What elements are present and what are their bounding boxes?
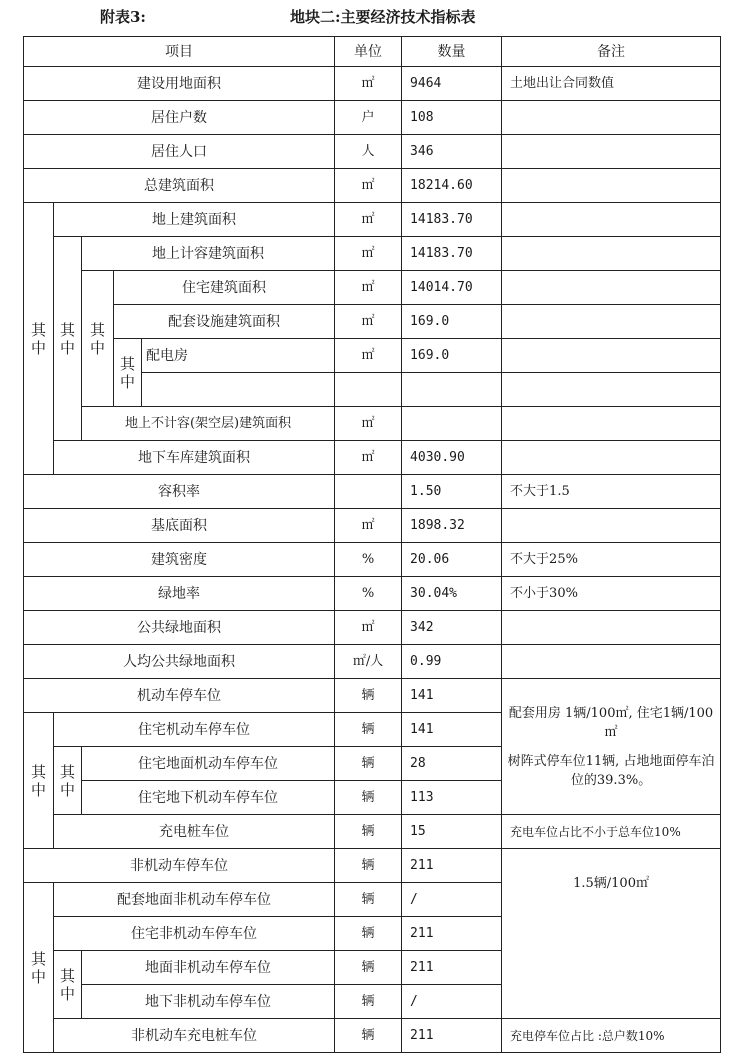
row-unit: 辆 xyxy=(335,1019,402,1053)
row-item: 容积率 xyxy=(24,475,335,509)
row-qty: 28 xyxy=(402,747,502,781)
row-unit: 辆 xyxy=(335,781,402,815)
row-note: 充电车位占比不小于总车位10% xyxy=(502,815,721,849)
row-qty xyxy=(402,373,502,407)
table-row xyxy=(24,475,721,509)
row-item xyxy=(142,373,335,407)
row-qty: 14183.70 xyxy=(402,237,502,271)
row-item: 地下非机动车停车位 xyxy=(82,985,335,1019)
row-item: 地上不计容(架空层)建筑面积 xyxy=(82,407,335,441)
row-qty: 1898.32 xyxy=(402,509,502,543)
document-title: 地块二:主要经济技术指标表 xyxy=(290,8,476,26)
row-qty: 18214.60 xyxy=(402,169,502,203)
row-item: 配套地面非机动车停车位 xyxy=(54,883,335,917)
row-item: 非机动车充电桩车位 xyxy=(54,1019,335,1053)
row-qty: 14183.70 xyxy=(402,203,502,237)
merged-note-bike xyxy=(502,849,721,1019)
row-qty: 108 xyxy=(402,101,502,135)
row-qty: 1.50 xyxy=(402,475,502,509)
row-item: 住宅地面机动车停车位 xyxy=(82,747,335,781)
table-row xyxy=(24,815,721,849)
row-unit xyxy=(335,373,402,407)
row-item: 地上计容建筑面积 xyxy=(82,237,335,271)
row-item: 公共绿地面积 xyxy=(24,611,335,645)
row-item: 地上建筑面积 xyxy=(54,203,335,237)
vertical-label-among: 其 中 xyxy=(54,747,82,815)
note-parking-ratio: 配套用房 1辆/100㎡, 住宅1辆/100㎡ xyxy=(508,705,714,740)
table-row xyxy=(24,1019,721,1053)
table-row xyxy=(24,67,721,101)
row-unit: 辆 xyxy=(335,917,402,951)
row-item: 配套设施建筑面积 xyxy=(114,305,335,339)
row-unit: ㎡ xyxy=(335,407,402,441)
row-item: 配电房 xyxy=(142,339,335,373)
row-qty: 141 xyxy=(402,713,502,747)
table-row xyxy=(24,441,721,475)
row-unit: ㎡ xyxy=(335,169,402,203)
row-item: 住宅非机动车停车位 xyxy=(54,917,335,951)
row-note: 土地出让合同数值 xyxy=(502,67,721,101)
table-row xyxy=(24,203,721,237)
row-note xyxy=(502,339,721,373)
row-note xyxy=(502,271,721,305)
row-note: 不大于25% xyxy=(502,543,721,577)
row-qty xyxy=(402,407,502,441)
row-item: 充电桩车位 xyxy=(54,815,335,849)
row-note xyxy=(502,203,721,237)
row-unit: ㎡/人 xyxy=(335,645,402,679)
table-row xyxy=(24,679,721,713)
row-unit: ㎡ xyxy=(335,237,402,271)
row-qty: 20.06 xyxy=(402,543,502,577)
table-row xyxy=(24,237,721,271)
row-note xyxy=(502,169,721,203)
row-qty: / xyxy=(402,985,502,1019)
row-item: 总建筑面积 xyxy=(24,169,335,203)
table-row xyxy=(24,577,721,611)
row-qty: 211 xyxy=(402,1019,502,1053)
row-unit: ㎡ xyxy=(335,611,402,645)
row-note xyxy=(502,509,721,543)
row-unit: % xyxy=(335,543,402,577)
row-note xyxy=(502,611,721,645)
row-item: 住宅地下机动车停车位 xyxy=(82,781,335,815)
row-unit: 辆 xyxy=(335,815,402,849)
row-unit: 辆 xyxy=(335,883,402,917)
row-unit: 辆 xyxy=(335,985,402,1019)
table-row xyxy=(24,101,721,135)
row-qty: 141 xyxy=(402,679,502,713)
column-header-note: 备注 xyxy=(502,37,721,67)
column-header-item: 项目 xyxy=(24,37,335,67)
row-unit: ㎡ xyxy=(335,305,402,339)
row-unit: ㎡ xyxy=(335,509,402,543)
table-row xyxy=(24,135,721,169)
row-unit: 人 xyxy=(335,135,402,169)
row-note xyxy=(502,441,721,475)
table-row xyxy=(24,271,721,305)
row-note xyxy=(502,237,721,271)
row-item: 基底面积 xyxy=(24,509,335,543)
row-qty: 0.99 xyxy=(402,645,502,679)
row-item: 住宅建筑面积 xyxy=(114,271,335,305)
vertical-label-among: 其 中 xyxy=(54,237,82,441)
column-header-unit: 单位 xyxy=(335,37,402,67)
row-item: 地面非机动车停车位 xyxy=(82,951,335,985)
row-qty: 14014.70 xyxy=(402,271,502,305)
row-item: 地下车库建筑面积 xyxy=(54,441,335,475)
row-note: 充电停车位占比 :总户数10% xyxy=(502,1019,721,1053)
vertical-label-among: 其 中 xyxy=(24,203,54,475)
table-row xyxy=(24,339,721,373)
row-note: 不小于30% xyxy=(502,577,721,611)
row-note xyxy=(502,101,721,135)
table-row xyxy=(24,169,721,203)
row-unit: ㎡ xyxy=(335,67,402,101)
row-unit: 辆 xyxy=(335,679,402,713)
row-qty: 15 xyxy=(402,815,502,849)
row-item: 人均公共绿地面积 xyxy=(24,645,335,679)
vertical-label-among: 其 中 xyxy=(54,951,82,1019)
row-unit: ㎡ xyxy=(335,271,402,305)
row-unit: 辆 xyxy=(335,747,402,781)
table-row xyxy=(24,645,721,679)
vertical-label-among: 其 中 xyxy=(82,271,114,407)
row-qty: 113 xyxy=(402,781,502,815)
table-row xyxy=(24,543,721,577)
row-note xyxy=(502,135,721,169)
row-qty: 4030.90 xyxy=(402,441,502,475)
attachment-label: 附表3: xyxy=(100,8,146,26)
row-qty: 342 xyxy=(402,611,502,645)
vertical-label-among: 其 中 xyxy=(114,339,142,407)
note-tree-array-parking: 树阵式停车位11辆, 占地地面停车泊位的39.3%。 xyxy=(507,753,715,788)
row-qty: 211 xyxy=(402,951,502,985)
row-unit: 辆 xyxy=(335,849,402,883)
row-unit xyxy=(335,475,402,509)
vertical-label-among: 其 中 xyxy=(24,883,54,1053)
vertical-label-among: 其 中 xyxy=(24,713,54,849)
row-item: 绿地率 xyxy=(24,577,335,611)
table-row xyxy=(24,305,721,339)
row-qty: 169.0 xyxy=(402,305,502,339)
row-note xyxy=(502,407,721,441)
row-unit: % xyxy=(335,577,402,611)
row-unit: ㎡ xyxy=(335,441,402,475)
row-unit: 辆 xyxy=(335,951,402,985)
row-qty: 169.0 xyxy=(402,339,502,373)
note-bike-ratio: 1.5辆/100㎡ xyxy=(573,875,649,891)
row-note: 不大于1.5 xyxy=(502,475,721,509)
row-item: 非机动车停车位 xyxy=(24,849,335,883)
row-qty: 346 xyxy=(402,135,502,169)
row-note xyxy=(502,305,721,339)
row-item: 建筑密度 xyxy=(24,543,335,577)
row-qty: 211 xyxy=(402,849,502,883)
merged-note-parking xyxy=(502,679,721,815)
indicator-table xyxy=(23,36,721,1053)
row-item: 建设用地面积 xyxy=(24,67,335,101)
row-item: 居住人口 xyxy=(24,135,335,169)
table-row xyxy=(24,611,721,645)
table-header-row xyxy=(24,37,721,67)
table-row xyxy=(24,407,721,441)
table-row xyxy=(24,849,721,883)
row-note xyxy=(502,645,721,679)
row-unit: 辆 xyxy=(335,713,402,747)
row-qty: 9464 xyxy=(402,67,502,101)
row-qty: / xyxy=(402,883,502,917)
row-unit: 户 xyxy=(335,101,402,135)
row-qty: 211 xyxy=(402,917,502,951)
table-row xyxy=(24,509,721,543)
row-note xyxy=(502,373,721,407)
row-unit: ㎡ xyxy=(335,339,402,373)
row-item: 居住户数 xyxy=(24,101,335,135)
row-item: 机动车停车位 xyxy=(24,679,335,713)
row-item: 住宅机动车停车位 xyxy=(54,713,335,747)
row-qty: 30.04% xyxy=(402,577,502,611)
column-header-qty: 数量 xyxy=(402,37,502,67)
row-unit: ㎡ xyxy=(335,203,402,237)
